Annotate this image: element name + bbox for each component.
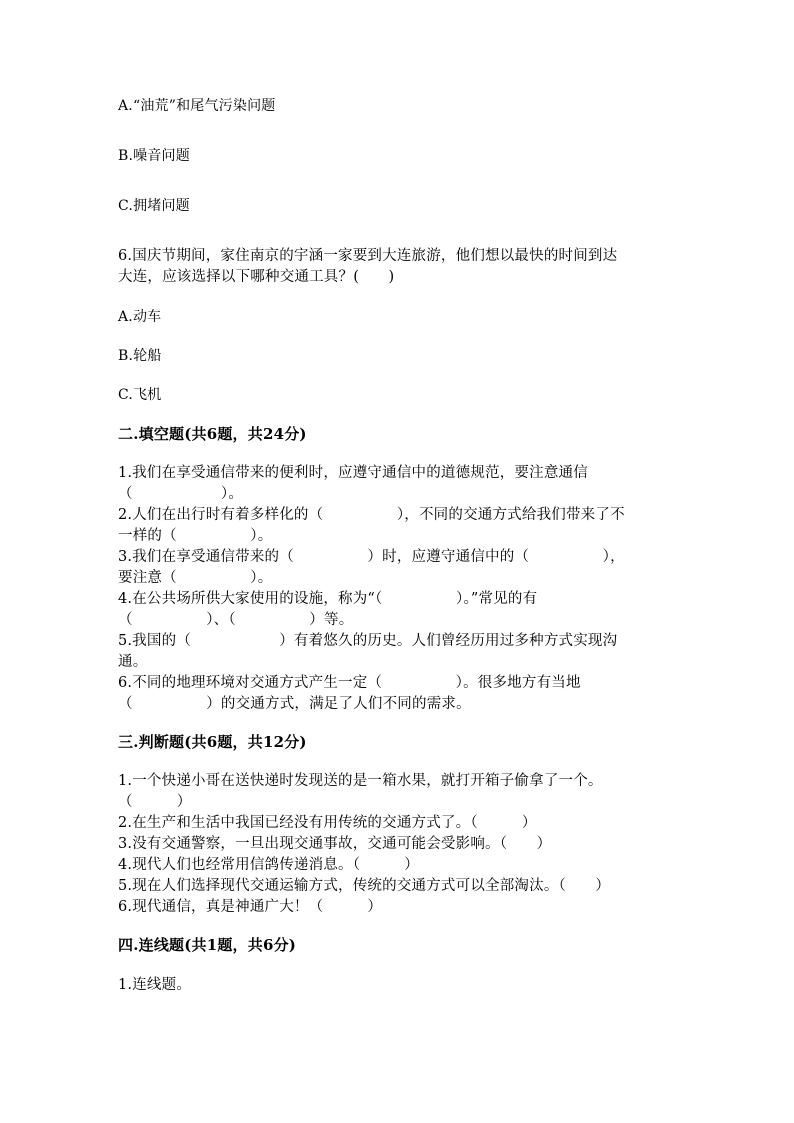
fill-line-12: （ ）的交通方式，满足了人们不同的需求。 bbox=[118, 696, 471, 712]
q6-line-1: 6.国庆节期间，家住南京的宇涵一家要到大连旅游，他们想以最快的时间到达 bbox=[118, 248, 618, 264]
q6-line-2: 大连，应该选择以下哪种交通工具？( ) bbox=[118, 269, 395, 285]
fill-line-9: 5.我国的（ ）有着悠久的历史。人们曾经历用过多种方式实现沟 bbox=[118, 633, 618, 649]
judge-line-2: （ ） bbox=[118, 794, 192, 810]
section4-heading: 四.连线题(共1题，共6分) bbox=[118, 936, 297, 954]
section3-heading: 三.判断题(共6题，共12分) bbox=[118, 733, 307, 751]
fill-line-5: 3.我们在享受通信带来的（ ）时，应遵守通信中的（ ）， bbox=[118, 549, 625, 565]
q6-option-a: A.动车 bbox=[118, 309, 162, 325]
section2-heading: 二.填空题(共6题，共24分) bbox=[118, 425, 307, 443]
fill-line-6: 要注意（ ）。 bbox=[118, 570, 273, 586]
q6-option-b: B.轮船 bbox=[118, 348, 162, 364]
fill-line-10: 通。 bbox=[118, 654, 148, 670]
q5-option-c: C.拥堵问题 bbox=[118, 198, 190, 214]
fill-line-8: （ ）、（ ）等。 bbox=[118, 612, 354, 628]
fill-line-1: 1.我们在享受通信带来的便利时，应遵守通信中的道德规范，要注意通信 bbox=[118, 465, 588, 481]
q5-option-b: B.噪音问题 bbox=[118, 148, 190, 164]
fill-line-4: 一样的（ ）。 bbox=[118, 528, 273, 544]
judge-line-6: 5.现在人们选择现代交通运输方式，传统的交通方式可以全部淘汰。（ ） bbox=[118, 878, 611, 894]
judge-line-1: 1.一个快递小哥在送快递时发现送的是一箱水果，就打开箱子偷拿了一个。 bbox=[118, 773, 603, 789]
judge-line-5: 4.现代人们也经常用信鸽传递消息。（ ） bbox=[118, 857, 419, 873]
judge-line-7: 6.现代通信，真是神通广大！（ ） bbox=[118, 899, 383, 915]
match-line-1: 1.连线题。 bbox=[118, 977, 192, 993]
judge-line-3: 2.在生产和生活中我国已经没有用传统的交通方式了。（ ） bbox=[118, 815, 537, 831]
fill-line-3: 2.人们在出行时有着多样化的（ ），不同的交通方式给我们带来了不 bbox=[118, 507, 625, 523]
fill-line-11: 6.不同的地理环境对交通方式产生一定（ ）。很多地方有当地 bbox=[118, 675, 581, 691]
fill-line-7: 4.在公共场所供大家使用的设施，称为“（ ）。”常见的有 bbox=[118, 591, 538, 607]
judge-line-4: 3.没有交通警察，一旦出现交通事故，交通可能会受影响。（ ） bbox=[118, 836, 552, 852]
q5-option-a: A.“油荒”和尾气污染问题 bbox=[118, 98, 276, 114]
q6-option-c: C.飞机 bbox=[118, 387, 162, 403]
fill-line-2: （ ）。 bbox=[118, 486, 244, 502]
